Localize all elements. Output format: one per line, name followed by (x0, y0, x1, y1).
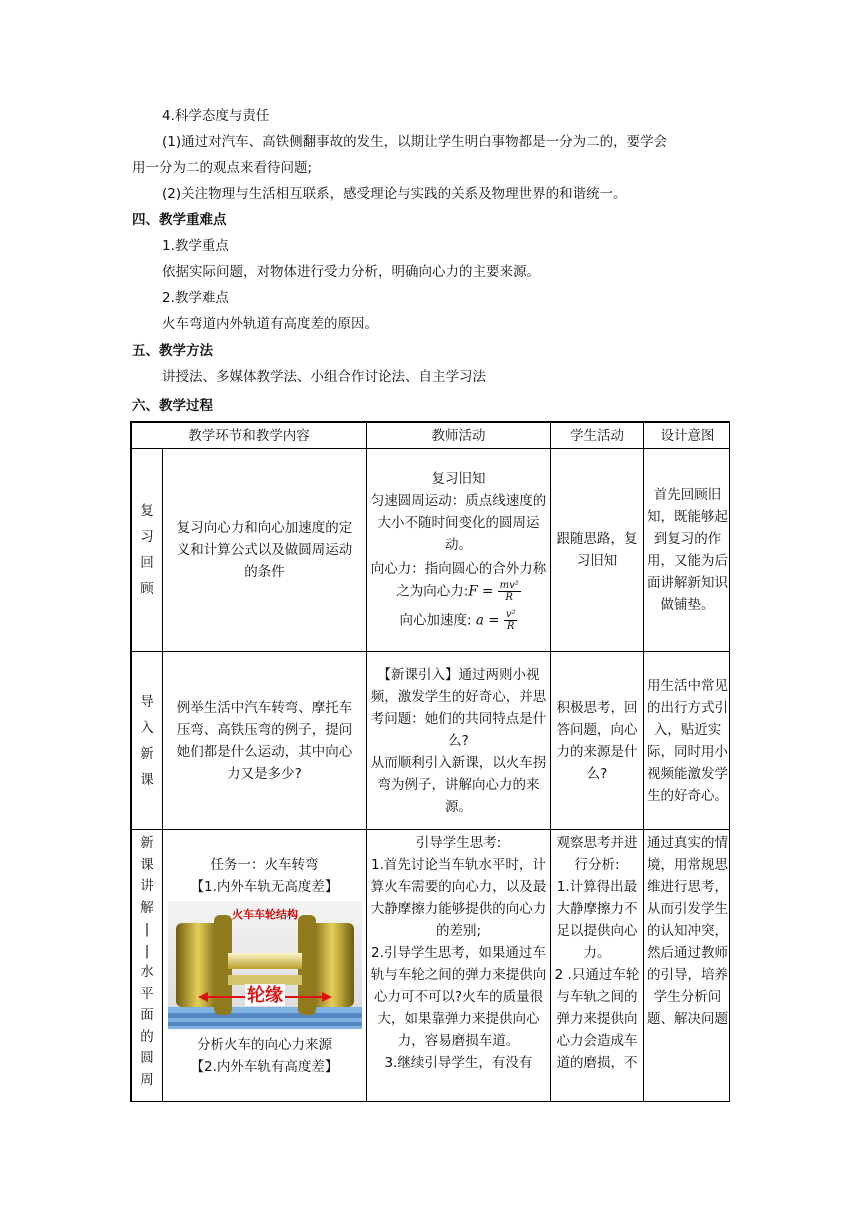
lesson-teacher-p3: 3.继续引导学生，有没有 (384, 1055, 533, 1071)
wheel-flange-label: 轮缘 (246, 985, 283, 1006)
review-intent: 首先回顾旧知，既能够起到复习的作用，又能为后面讲解新知识做铺垫。 (644, 449, 731, 652)
review-teacher (367, 449, 551, 652)
wheel-image-title: 火车车轮结构 (231, 908, 298, 921)
intro-student: 积极思考，回答问题，向心力的来源是什么? (551, 652, 644, 830)
lesson-teacher-p0: 引导学生思考: (415, 835, 502, 851)
header-stage-content: 教学环节和教学内容 (132, 423, 367, 449)
lesson-student-p2: 2 .只通过车轮与车轨之间的弹力来提供向心力会造成车道的磨损，不 (554, 967, 640, 1071)
analysis-text: 分析火车的向心力来源 (197, 1037, 332, 1053)
header-student: 学生活动 (551, 423, 644, 449)
section4-heading: 四、教学重难点 (132, 212, 227, 228)
review-teacher-accel: 向心加速度: a = $\frac{\text{v²}}{R}$ (399, 609, 516, 632)
s4-p1-line1: (1)通过对汽车、高铁侧翻事故的发生，以期让学生明白事物都是一分为二的，要学会 (162, 134, 668, 150)
methods-text: 讲授法、多媒体教学法、小组合作讨论法、自主学习法 (162, 369, 486, 385)
stage-new-lesson: 新 课 讲 解 | | 水 平 面 的 圆 周 (132, 830, 163, 1103)
lesson-content (163, 830, 367, 1103)
intro-content: 例举生活中汽车转弯、摩托车压弯、高铁压弯的例子，提问她们都是什么运动，其中向心力又是多少? (163, 652, 367, 830)
subtask-1: 【1.内外车轨无高度差】 (190, 879, 339, 895)
review-teacher-title: 复习旧知 (431, 471, 486, 487)
accel-fraction: $\frac{\text{v²}}{R}$ (505, 609, 516, 632)
table-row (132, 449, 731, 652)
header-intent: 设计意图 (644, 423, 731, 449)
process-table (130, 421, 730, 1102)
section6-heading: 六、教学过程 (132, 398, 213, 414)
stage-intro: 导 入 新 课 (132, 652, 163, 830)
task-title: 任务一：火车转弯 (210, 857, 319, 873)
section5-heading: 五、教学方法 (132, 343, 213, 359)
intro-teacher-p1: 【新课引入】通过两则小视频，激发学生的好奇心，并思考问题：她们的共同特点是什么? (370, 666, 547, 749)
difficulty-title: 2.教学难点 (162, 290, 229, 306)
s4-title: 4.科学态度与责任 (162, 108, 270, 124)
lesson-teacher (367, 830, 551, 1103)
lesson-intent: 通过真实的情境，用常规思维进行思考，从而引发学生的认知冲突，然后通过教师的引导，培养学生分析问题、解决问题 (644, 830, 731, 1103)
s4-p1-line2: 用一分为二的观点来看待问题; (132, 160, 313, 176)
lesson-student-p1: 1.计算得出最大静摩擦力不足以提供向心力。 (556, 879, 638, 961)
key-points-text: 依据实际问题，对物体进行受力分析，明确向心力的主要来源。 (162, 264, 540, 280)
review-content: 复习向心力和向心加速度的定义和计算公式以及做圆周运动的条件 (163, 449, 367, 652)
subtask-2: 【2.内外车轨有高度差】 (190, 1059, 339, 1075)
review-student: 跟随思路，复习旧知 (551, 449, 644, 652)
force-fraction: $\frac{\text{mv²}}{R}$ (499, 580, 519, 603)
lesson-teacher-p2: 2.引导学生思考，如果通过车轨与车轮之间的弹力来提供向心力可不可以?火车的质量很大，如果靠弹力来提供向心力，容易磨损车道。 (370, 945, 547, 1049)
lesson-student-p0: 观察思考并进行分析: (556, 835, 638, 873)
lesson-teacher-p1: 1.首先讨论当车轨水平时，计算火车需要的向心力，以及最大静摩擦力能够提供的向心力的差别; (370, 857, 547, 939)
header-teacher: 教师活动 (367, 423, 551, 449)
accel-formula: a = (475, 612, 500, 629)
review-teacher-force: 向心力：指向圆心的合外力称之为向心力:F = $\frac{\text{mv²}}{R}$ (370, 561, 547, 603)
table-row (132, 652, 731, 830)
table-row (132, 830, 731, 1103)
stage-review: 复 习 回 顾 (132, 449, 163, 652)
intro-intent: 用生活中常见的出行方式引入，贴近实际，同时用小视频能激发学生的好奇心。 (644, 652, 731, 830)
review-teacher-uniform: 匀速圆周运动：质点线速度的大小不随时间变化的圆周运动。 (370, 493, 547, 553)
force-formula: F = (468, 583, 494, 600)
wheel-structure-image (168, 901, 362, 1029)
s4-p2: (2)关注物理与生活相互联系，感受理论与实践的关系及物理世界的和谐统一。 (162, 186, 627, 202)
intro-teacher-p2: 从而顺利引入新课，以火车拐弯为例子，讲解向心力的来源。 (370, 754, 547, 815)
key-points-title: 1.教学重点 (162, 238, 229, 254)
lesson-student (551, 830, 644, 1103)
intro-teacher (367, 652, 551, 830)
difficulty-text: 火车弯道内外轨道有高度差的原因。 (162, 316, 378, 332)
